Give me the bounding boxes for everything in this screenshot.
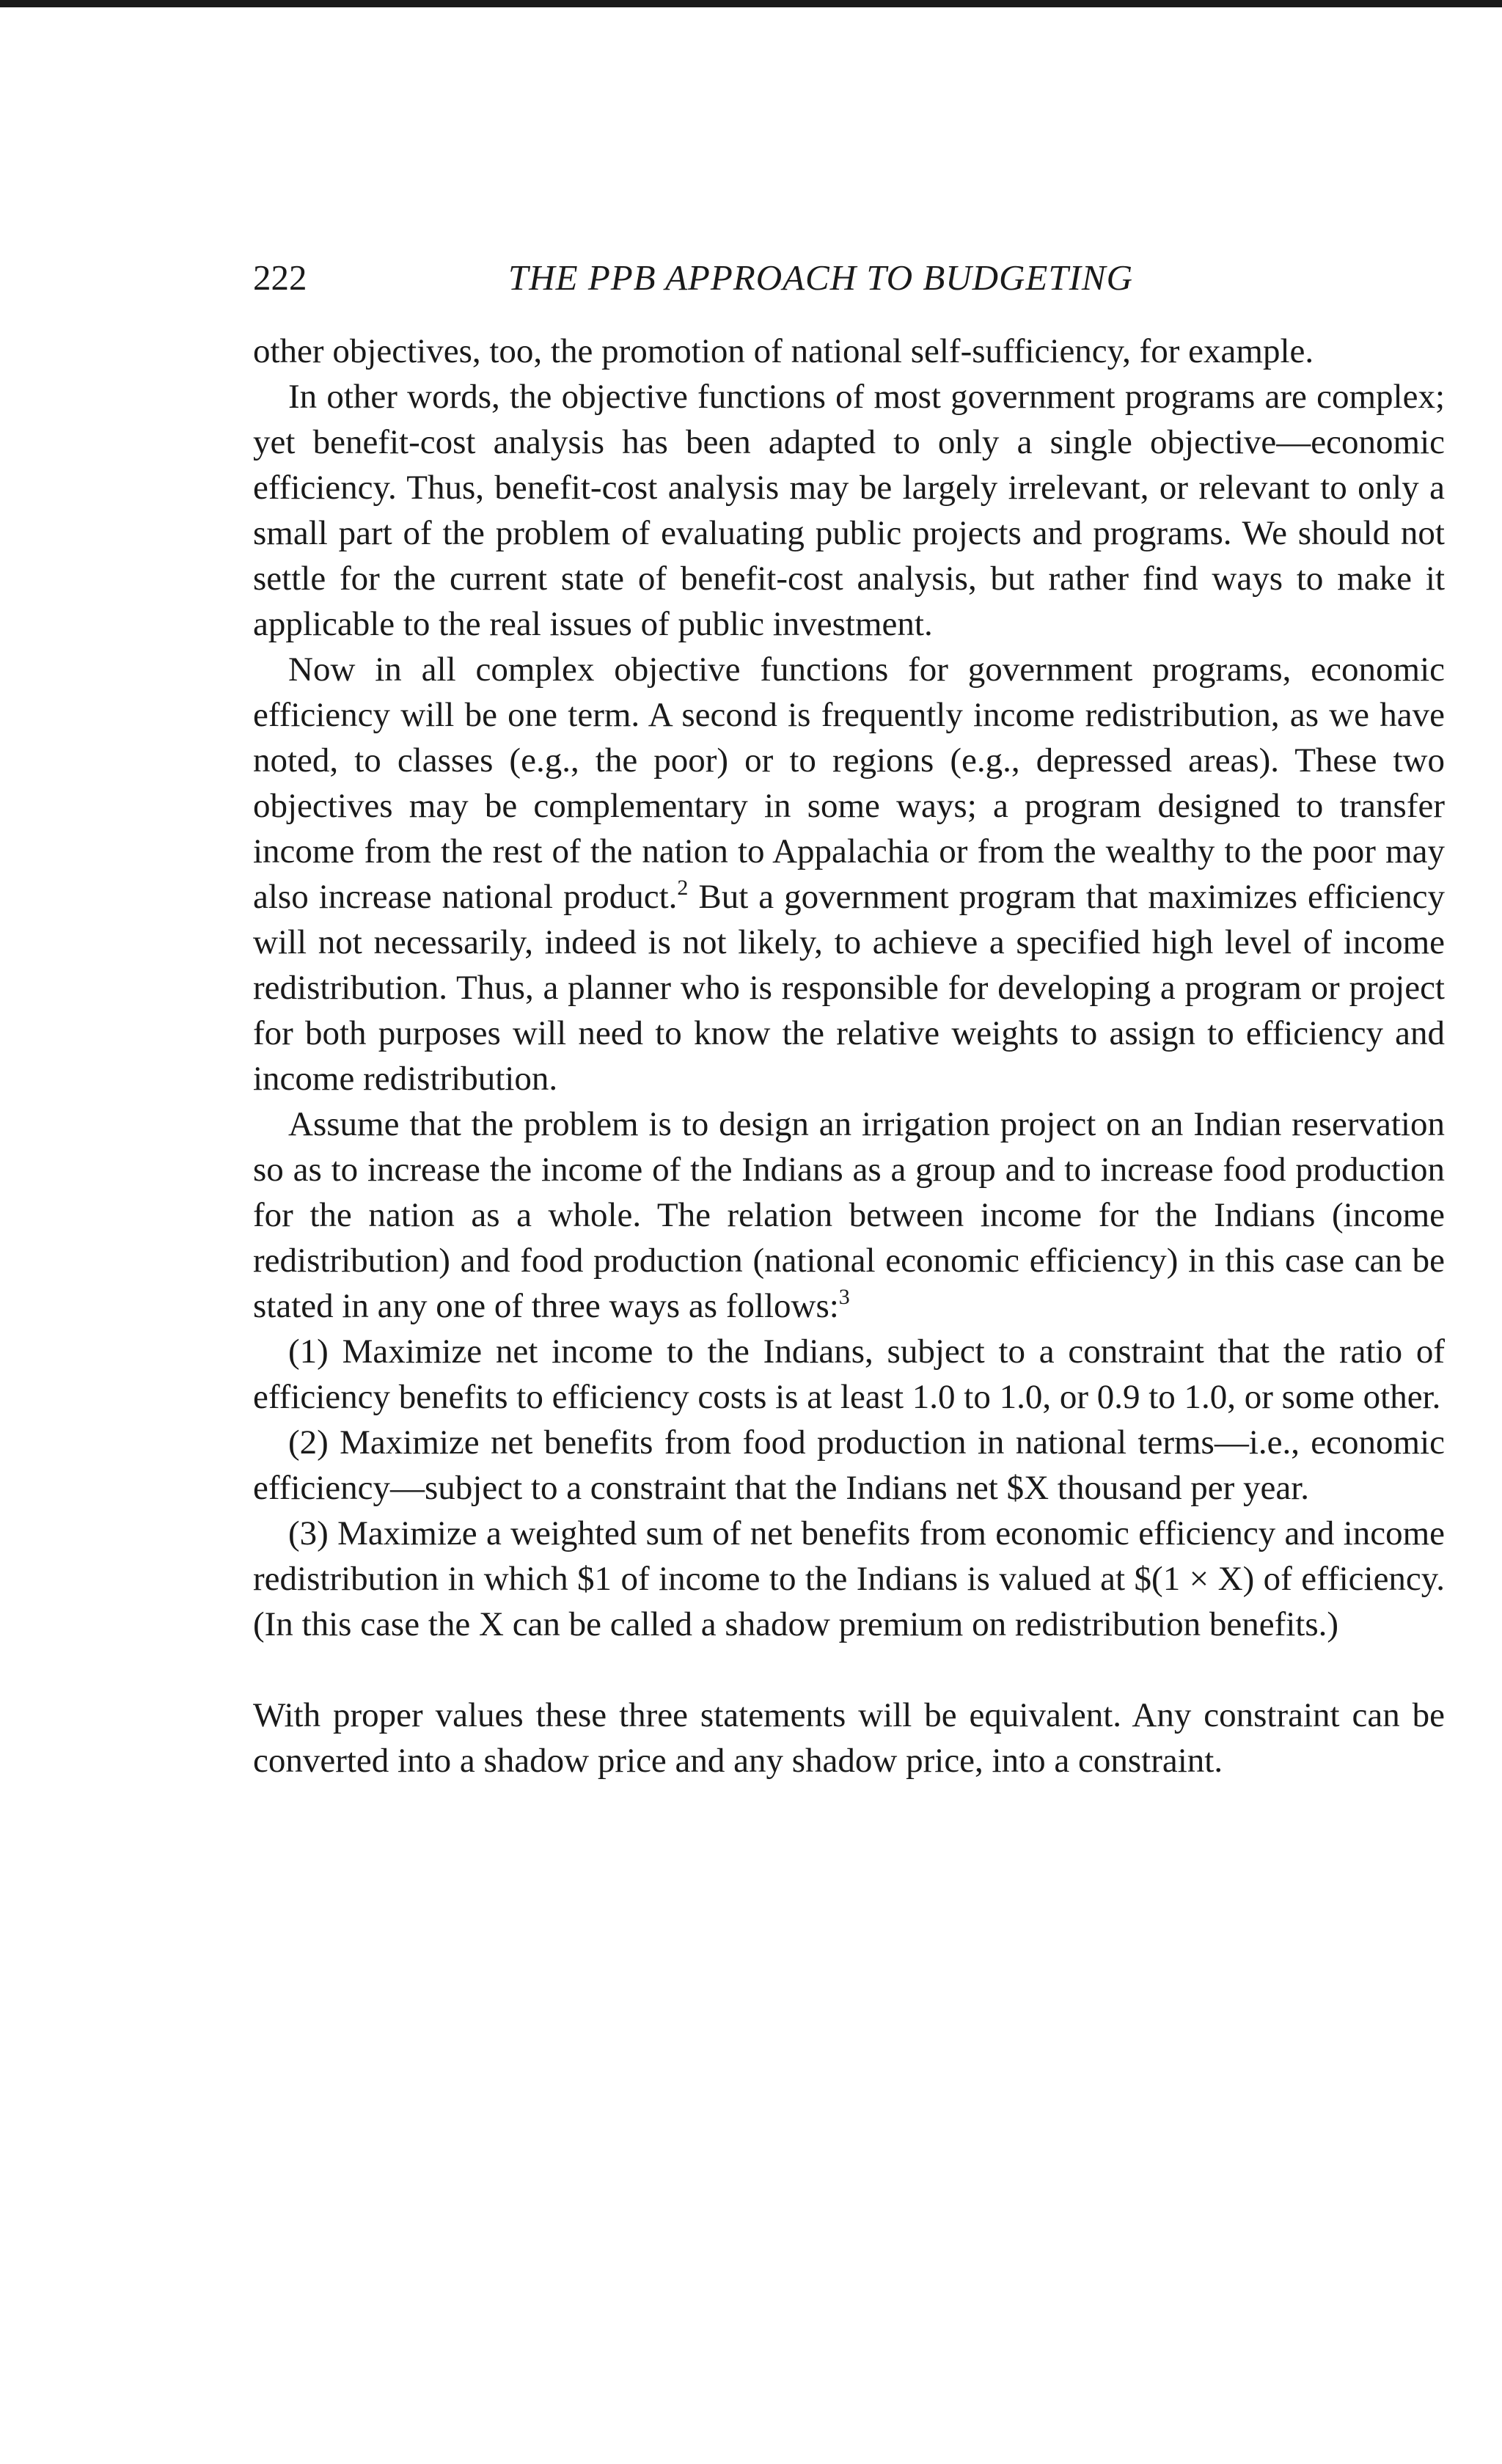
running-head <box>253 252 1445 304</box>
paragraph-irrigation-project-text: Assume that the problem is to design an irrigation project on an Indian reservation so as to increase the income of the Indians as a group and to increase food production for the nation as a whole. The relation between income for the Indians (income redistribution) and food production (national economic efficiency) in this case can be stated in any one of three ways as follows: <box>253 1105 1445 1325</box>
paragraph-income-redistribution <box>253 647 1445 1101</box>
list-item-2: (2) Maximize net benefits from food production in national terms—i.e., economic efficiency—subject to a constraint that the Indians net $X thousand per year. <box>253 1423 1445 1507</box>
paragraph-continuation: other objectives, too, the promotion of national self-sufficiency, for example. <box>253 332 1314 370</box>
footnote-marker-2: 2 <box>677 876 689 900</box>
paragraph-objective-functions: In other words, the objective functions of most government programs are complex; yet benefit-cost analysis has been adapted to only a single objective—economic efficiency. Thus, benefit-cost analysis may be largely irrelevant, or relevant to only a small part of the problem of evaluating public projects and programs. We should not settle for the current state of benefit-cost analysis, but rather find ways to make it applicable to the real issues of public investment. <box>253 378 1445 643</box>
paragraph-income-redistribution-text-b: But a government program that maximizes efficiency will not necessarily, indeed is not likely, to achieve a specified high level of income redistribution. Thus, a planner who is responsible for developing a program or project for both purposes will need to know the relative weights to assign to efficiency and income redistribution. <box>253 878 1445 1098</box>
list-item-3: (3) Maximize a weighted sum of net benefits from economic efficiency and income redistribution in which $1 of income to the Indians is valued at $(1 × X) of efficiency. (In this case the X can be called a shadow premium on redistribution benefits.) <box>253 1514 1445 1643</box>
body-text <box>253 329 1445 1783</box>
paragraph-equivalence: With proper values these three statements will be equivalent. Any constraint can be converted into a shadow price and any shadow price, into a constraint. <box>253 1696 1445 1780</box>
top-edge-rule <box>0 0 1502 7</box>
list-item-1: (1) Maximize net income to the Indians, subject to a constraint that the ratio of efficiency benefits to efficiency costs is at least 1.0 to 1.0, or 0.9 to 1.0, or some other. <box>253 1332 1445 1416</box>
paragraph-irrigation-project <box>253 1101 1445 1329</box>
page-number: 222 <box>253 257 307 298</box>
paragraph-income-redistribution-text-a: Now in all complex objective functions for government programs, economic efficiency will be one term. A second is frequently income redistribution, as we have noted, to classes (e.g., the poor) or to regions (e.g., depressed areas). These two objectives may be complementary in some ways; a program designed to transfer income from the rest of the nation to Appalachia or from the wealthy to the poor may also increase national product. <box>253 650 1445 916</box>
running-title: THE PPB APPROACH TO BUDGETING <box>508 257 1133 298</box>
footnote-marker-3: 3 <box>838 1285 850 1309</box>
